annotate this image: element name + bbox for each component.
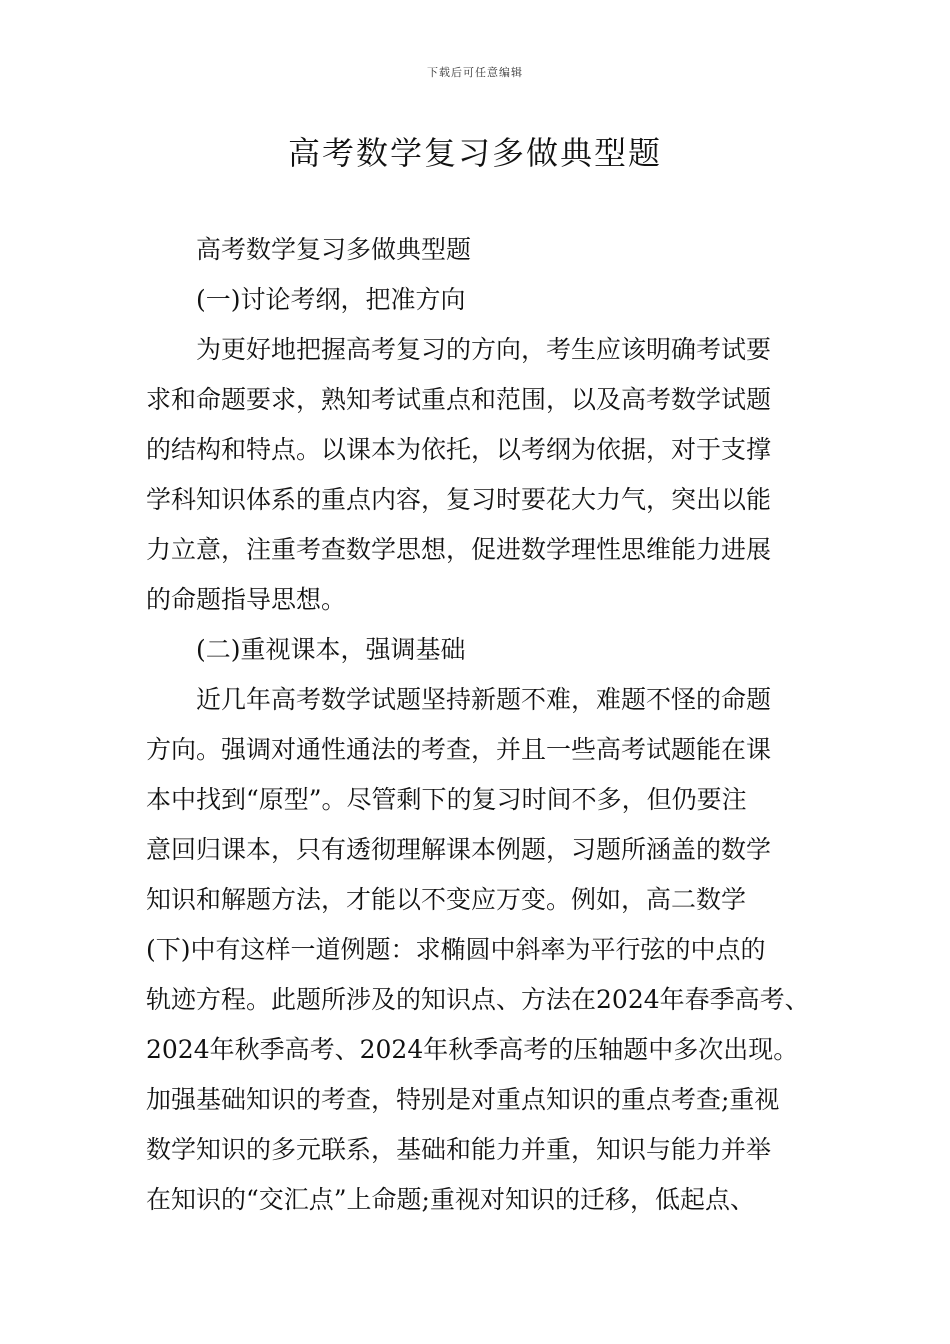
body-line: 方向。强调对通性通法的考查，并且一些高考试题能在课	[146, 735, 772, 764]
body-line: 力立意，注重考查数学思想，促进数学理性思维能力进展	[146, 535, 772, 564]
body-line: 本中找到“原型”。尽管剩下的复习时间不多，但仍要注	[146, 785, 747, 814]
body-line: 为更好地把握高考复习的方向，考生应该明确考试要	[196, 335, 772, 364]
body-line: 知识和解题方法，才能以不变应万变。例如，高二数学	[146, 885, 747, 914]
body-line: 高考数学复习多做典型题	[196, 235, 472, 264]
header-note: 下载后可任意编辑	[427, 66, 523, 79]
body-line: 数学知识的多元联系，基础和能力并重，知识与能力并举	[146, 1135, 772, 1164]
body-line: 轨迹方程。此题所涉及的知识点、方法在2024年春季高考、	[146, 985, 810, 1014]
document-body	[146, 225, 814, 1225]
body-line: 加强基础知识的考查，特别是对重点知识的重点考查;重视	[146, 1085, 780, 1114]
body-line: 在知识的“交汇点”上命题;重视对知识的迁移，低起点、	[146, 1185, 755, 1214]
body-line: (二)重视课本，强调基础	[196, 635, 466, 664]
body-line: 意回归课本，只有透彻理解课本例题，习题所涵盖的数学	[146, 835, 772, 864]
body-line: 2024年秋季高考、2024年秋季高考的压轴题中多次出现。	[146, 1035, 799, 1064]
body-line: 近几年高考数学试题坚持新题不难，难题不怪的命题	[196, 685, 772, 714]
body-line: 的结构和特点。以课本为依托，以考纲为依据，对于支撑	[146, 435, 772, 464]
body-line: (下)中有这样一道例题：求椭圆中斜率为平行弦的中点的	[146, 935, 766, 964]
body-line: 求和命题要求，熟知考试重点和范围，以及高考数学试题	[146, 385, 772, 414]
body-line: 学科知识体系的重点内容，复习时要花大力气，突出以能	[146, 485, 772, 514]
document-title: 高考数学复习多做典型题	[287, 134, 662, 172]
body-line: (一)讨论考纲，把准方向	[196, 285, 466, 314]
body-line: 的命题指导思想。	[146, 585, 347, 614]
